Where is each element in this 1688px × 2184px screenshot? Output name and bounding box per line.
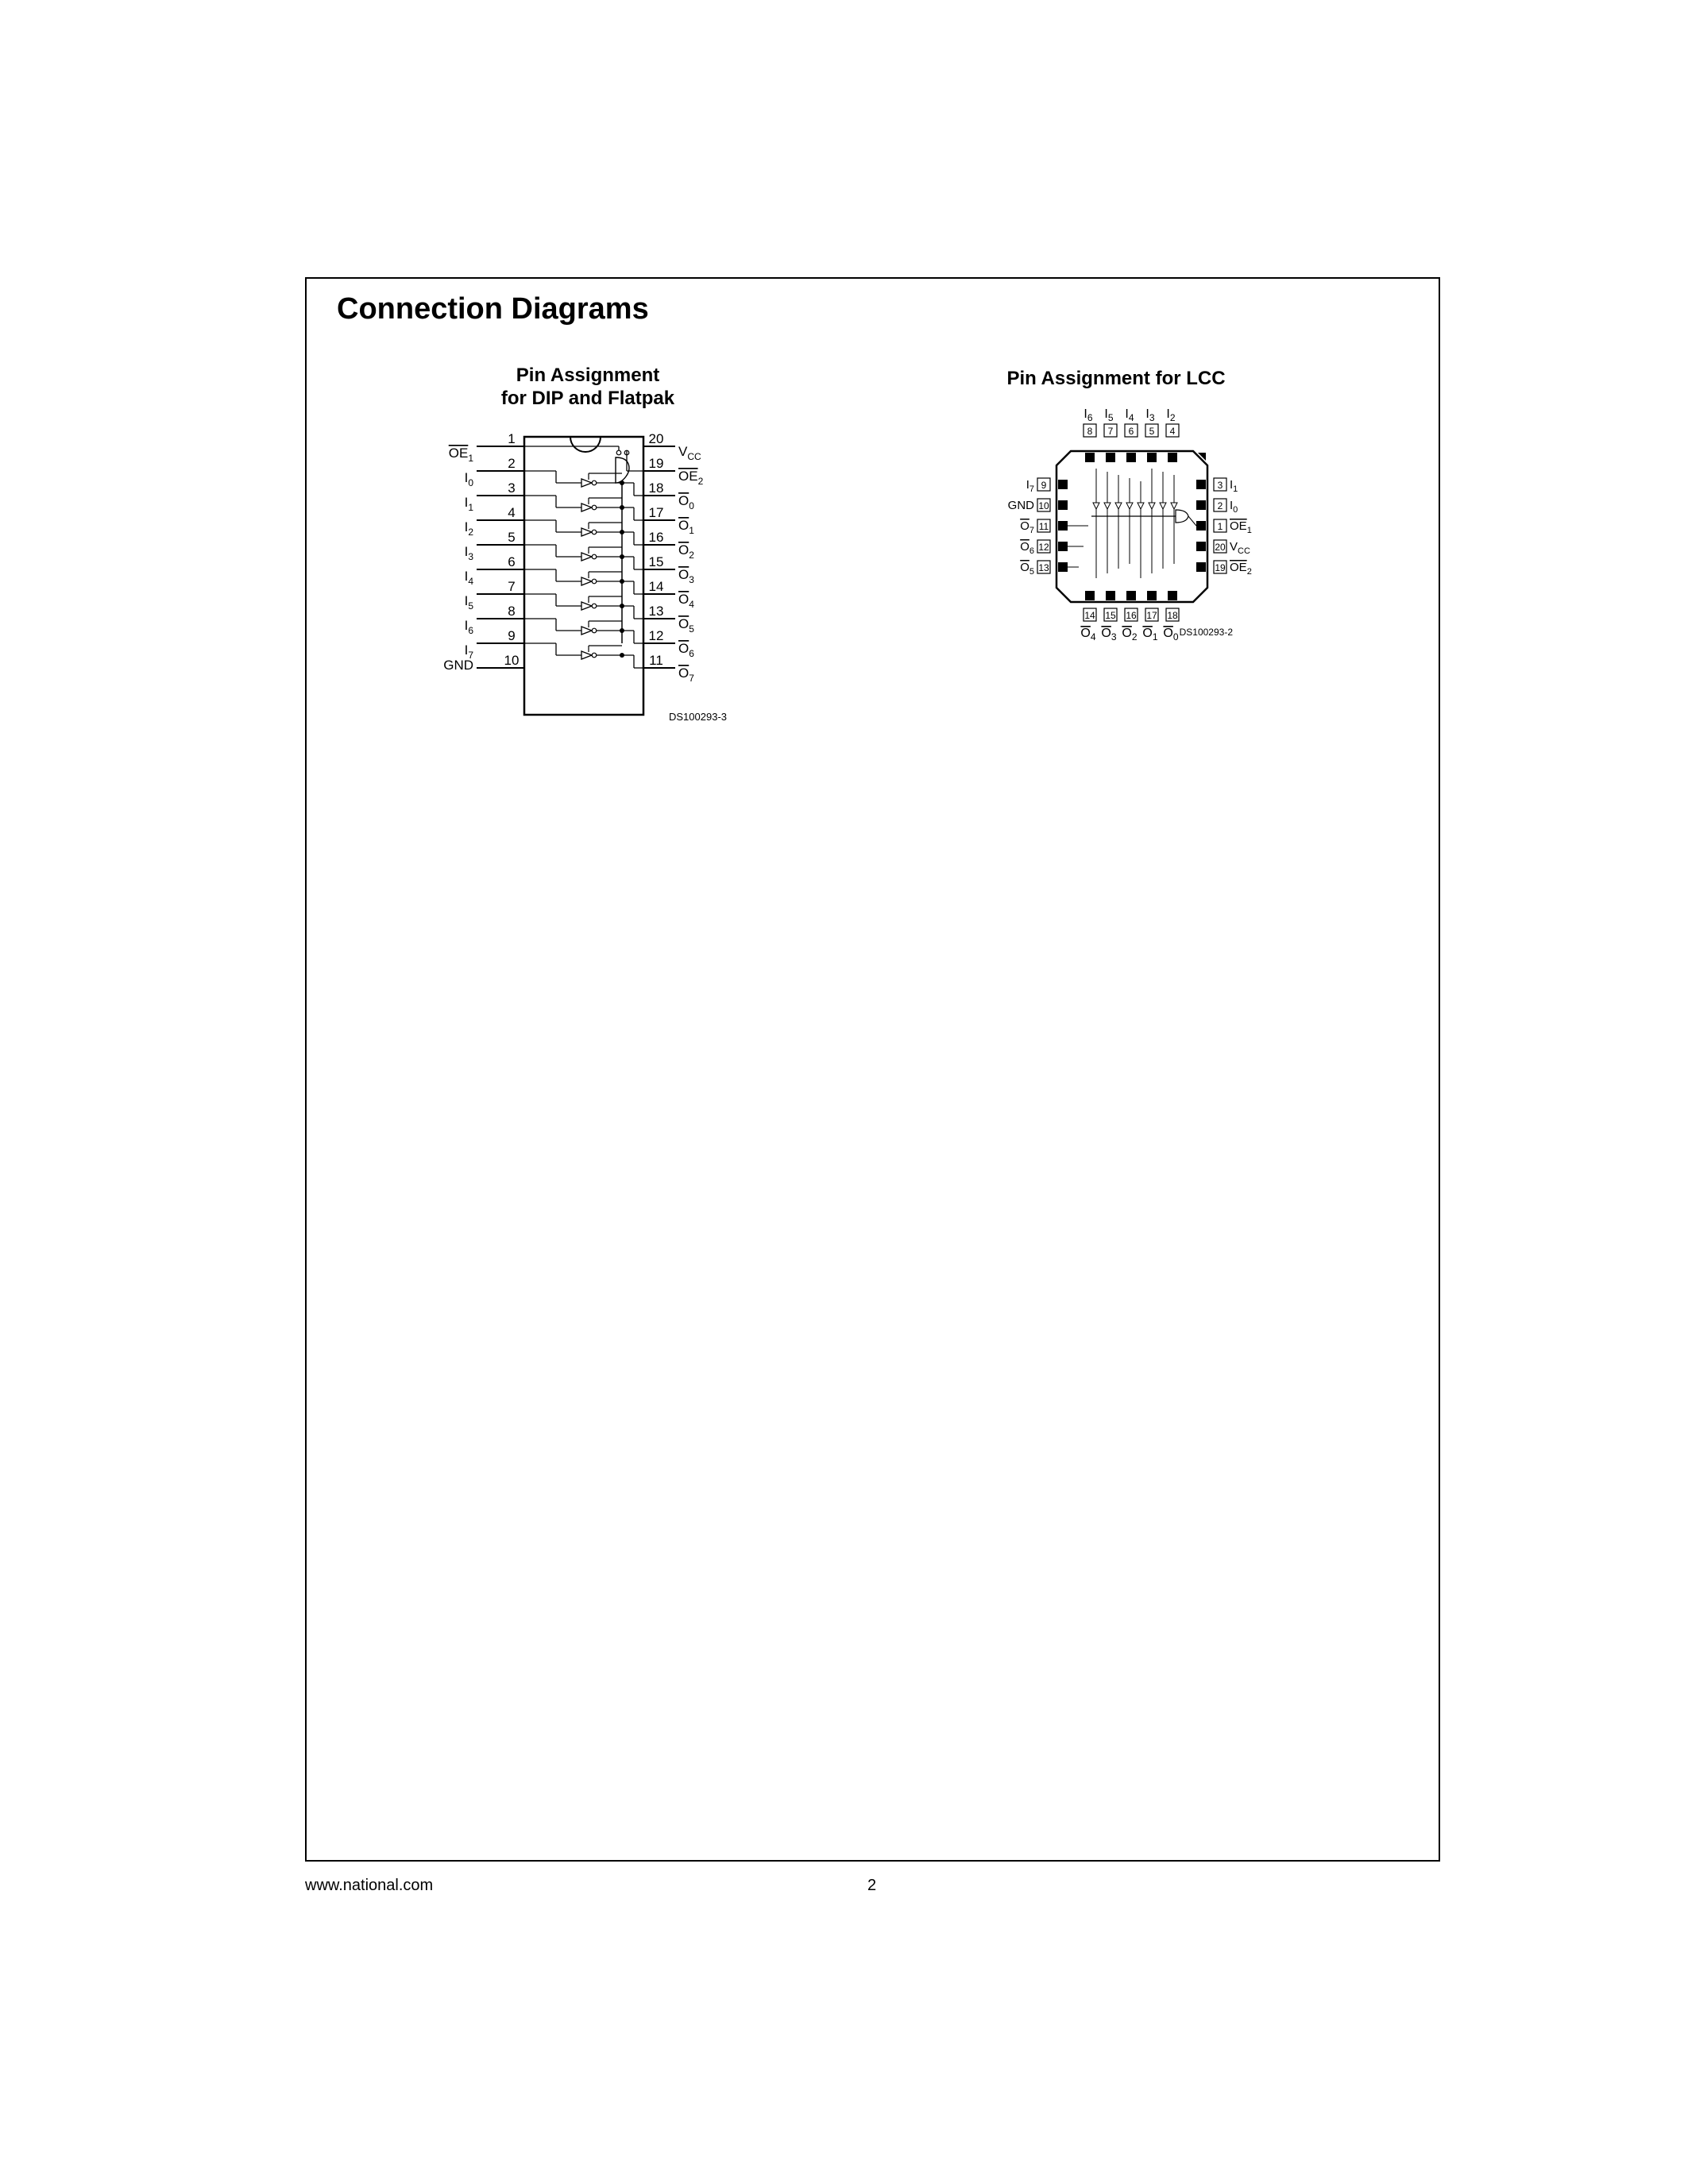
lcc-pad [1196,521,1206,531]
dip-pin-number: 8 [508,604,516,619]
lcc-pin-box-number: 5 [1149,426,1155,437]
lcc-pin-box-number: 2 [1217,500,1223,511]
buffer-symbol-bubble [592,653,597,658]
lcc-pad [1196,542,1206,551]
dip-caption [477,364,699,410]
dip-pin-label: $OE_2$ [678,469,704,487]
lcc-pad [1058,562,1068,572]
dip-caption-line1: Pin Assignment [516,365,660,386]
lcc-pin-label: $O_0$ [1163,627,1179,642]
lcc-pad [1085,453,1095,462]
lcc-pad [1168,453,1177,462]
lcc-pin-label: $I_2$ [1166,407,1176,423]
lcc-pin-box-number: 14 [1084,610,1095,621]
dip-pin-label: GND [443,658,473,673]
lcc-pin-box-number: 15 [1105,610,1116,621]
lcc-pad [1058,480,1068,489]
junction-dot [620,579,624,584]
lcc-ref: DS100293-2 [1179,627,1233,638]
junction-dot [620,505,624,510]
lcc-pin-box-number: 6 [1128,426,1134,437]
lcc-pin-box-number: 13 [1038,562,1049,573]
dip-pin-number: 13 [648,604,664,619]
buffer-symbol-bubble [592,604,597,608]
dip-pin-number: 10 [504,653,520,668]
dip-pin-number: 18 [648,480,664,496]
dip-pin-label: $I_1$ [464,495,473,513]
lcc-pin-box-number: 1 [1217,521,1223,532]
lcc-pad [1126,453,1136,462]
lcc-pin-label: $OE_2$ [1230,561,1252,577]
lcc-pin-label: $O_3$ [1101,627,1117,642]
lcc-pin-box-number: 9 [1041,480,1047,491]
lcc-pinout-diagram [985,397,1271,651]
dip-pin-label: $O_5$ [678,616,694,635]
buffer-symbol-bubble [592,579,597,584]
lcc-pin-box-number: 18 [1167,610,1178,621]
lcc-pad [1126,591,1136,600]
dip-pin-label: $I_6$ [464,618,473,636]
lcc-pin-box-number: 3 [1217,480,1223,491]
lcc-pin-label: $I_0$ [1230,499,1238,515]
lcc-pin-label: $I_5$ [1104,407,1114,423]
buffer-symbol-bubble [592,554,597,559]
dip-pin-label: $O_2$ [678,542,694,561]
lcc-pin-box-number: 12 [1038,542,1049,553]
lcc-pin-box-number: 20 [1215,542,1226,553]
dip-pin-label: $O_1$ [678,518,694,536]
lcc-caption: Pin Assignment for LCC [1006,368,1226,389]
junction-dot [620,653,624,658]
dip-pin-number: 2 [508,456,516,471]
lcc-pin-box-number: 11 [1038,521,1049,532]
junction-dot [620,480,624,485]
lcc-pin-box-number: 16 [1126,610,1137,621]
dip-pin-label: $I_3$ [464,544,473,562]
dip-pin-number: 1 [508,431,516,446]
junction-dot [620,628,624,633]
dip-pin-label: $I_4$ [464,569,473,587]
lcc-pin-box-number: 4 [1169,426,1176,437]
lcc-pin-label: $I_4$ [1125,407,1134,423]
dip-pin-number: 14 [648,579,664,594]
lcc-pin-label: $I_6$ [1083,407,1093,423]
buffer-symbol-bubble [592,530,597,534]
lcc-pin-label: $I_3$ [1145,407,1155,423]
junction-dot [620,604,624,608]
dip-body [524,437,643,715]
dip-pin-number: 16 [648,530,664,545]
lcc-pad [1106,453,1115,462]
dip-pin-label: $O_4$ [678,592,694,610]
dip-pin-label: $O_3$ [678,567,694,585]
dip-pin-label: $I_5$ [464,593,473,612]
dip-pin-label: $OE_1$ [448,446,473,464]
lcc-pad [1196,480,1206,489]
lcc-pad [1147,591,1157,600]
buffer-symbol-bubble [592,505,597,510]
dip-pin-label: $I_2$ [464,519,473,538]
lcc-pin-label: $O_6$ [1020,540,1034,556]
lcc-pin-box-number: 19 [1215,562,1226,573]
lcc-pin-label: $V_{CC}$ [1230,540,1250,556]
lcc-pad [1058,542,1068,551]
lcc-pin-label: $O_1$ [1142,627,1158,642]
dip-pin-number: 20 [648,431,664,446]
lcc-pad [1196,500,1206,510]
dip-pin-number: 15 [648,554,664,569]
lcc-pad [1147,453,1157,462]
lcc-body [1056,451,1207,602]
lcc-pin-label: GND [1007,499,1034,512]
dip-pin-label: $I_0$ [464,470,473,488]
lcc-pin-label: $O_5$ [1020,561,1034,577]
dip-pin-number: 19 [648,456,664,471]
dip-pin-label: $O_0$ [678,493,694,511]
dip-pin-number: 9 [508,628,516,643]
lcc-pin-label: $I_7$ [1026,478,1034,494]
lcc-pin-label: $O_4$ [1080,627,1096,642]
lcc-pin-box-number: 10 [1038,500,1049,511]
lcc-pad [1106,591,1115,600]
lcc-pin-label: $I_1$ [1230,478,1238,494]
lcc-pin-box-number: 17 [1146,610,1157,621]
dip-pin-number: 17 [648,505,664,520]
lcc-pin-box-number: 7 [1107,426,1114,437]
dip-pin-number: 3 [508,480,516,496]
footer-url[interactable]: www.national.com [305,1877,434,1894]
buffer-symbol-bubble [592,480,597,485]
dip-pinout-diagram [445,413,731,723]
lcc-pin-label: $O_2$ [1122,627,1138,642]
section-title: Connection Diagrams [337,292,649,326]
dip-pin-label: $I_7$ [464,642,473,661]
lcc-pad [1085,591,1095,600]
dip-pin-number: 6 [508,554,516,569]
dip-pin-number: 12 [648,628,664,643]
lcc-pad [1168,591,1177,600]
lcc-pin-label: $OE_1$ [1230,519,1252,535]
dip-pin-label: $O_7$ [678,666,694,684]
lcc-pin-box-number: 8 [1087,426,1093,437]
dip-caption-line2: for DIP and Flatpak [500,388,675,409]
dip-pin-number: 7 [508,579,516,594]
dip-pin-label: $O_6$ [678,641,694,659]
enable-gate-bubble [616,450,621,455]
lcc-pad [1058,521,1068,531]
junction-dot [620,554,624,559]
lcc-pad [1058,500,1068,510]
dip-pin-number: 5 [508,530,516,545]
dip-pin-label: $V_{CC}$ [678,444,701,462]
dip-pin-number: 11 [649,653,663,668]
buffer-symbol-bubble [592,628,597,633]
dip-pin-number: 4 [508,505,516,520]
lcc-pad [1196,562,1206,572]
junction-dot [620,530,624,534]
page-number: 2 [867,1877,877,1894]
dip-ref: DS100293-3 [669,711,727,723]
lcc-pin-label: $O_7$ [1020,519,1034,535]
